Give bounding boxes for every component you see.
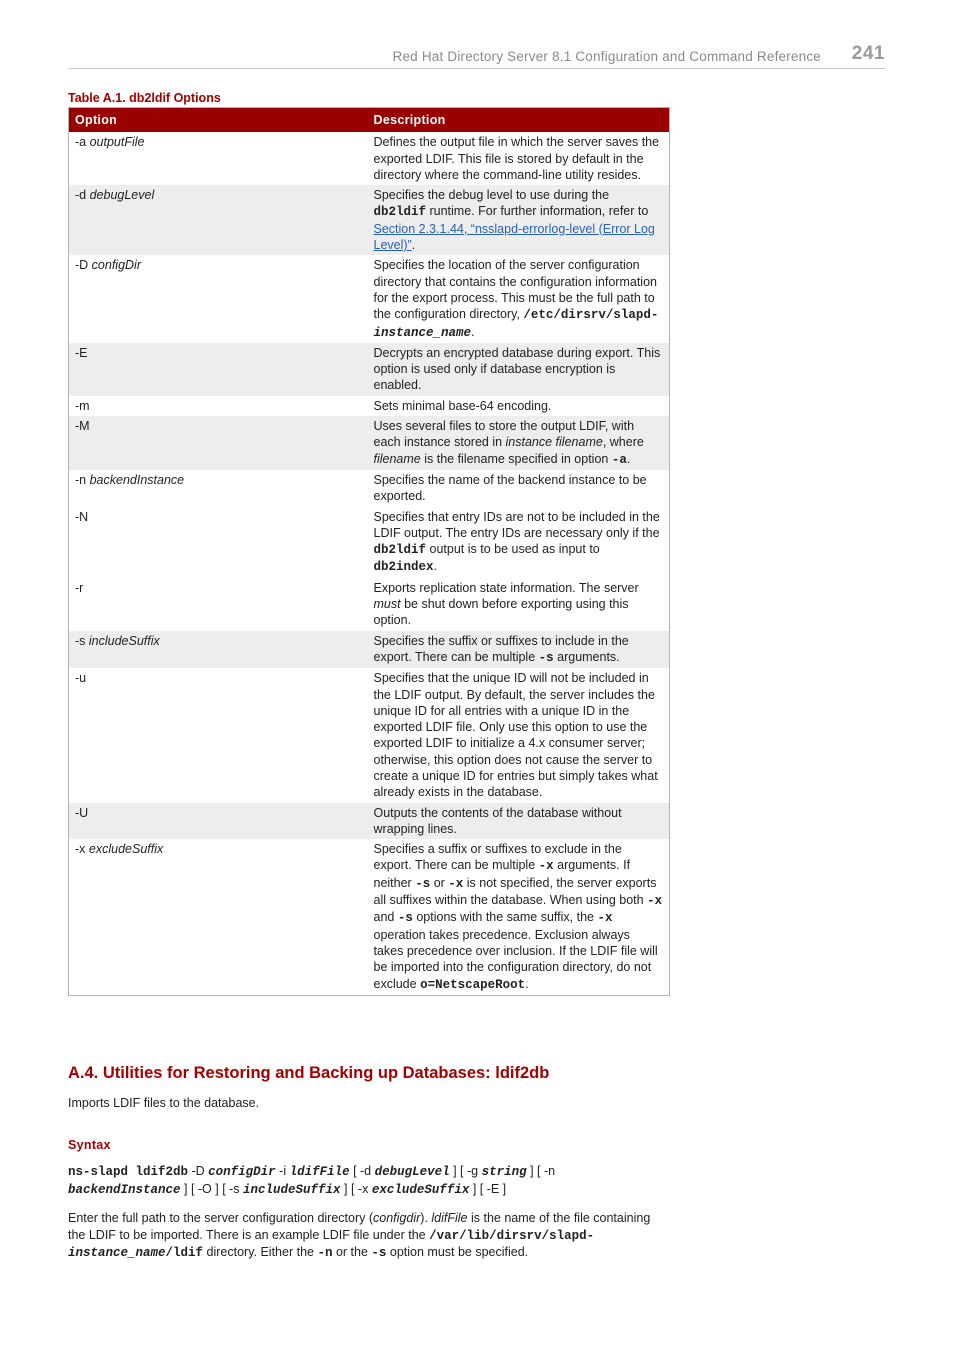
description-cell: Specifies the debug level to use during the db2ldif runtime. For further information, refer to Section 2.3.1.44, “nsslapd-errorlog-level (Error Log Level)”. — [368, 185, 670, 255]
table-row — [69, 132, 670, 185]
description-cell: Decrypts an encrypted database during export. This option is used only if database encryption is enabled. — [368, 343, 670, 396]
description-cell: Specifies a suffix or suffixes to exclude in the export. There can be multiple -x arguments. If neither -s or -x is not specified, the server exports all suffixes within the database. When using both -x and -s options with the same suffix, the -x operation takes precedence. Exclusion always takes precedence over inclusion. If the LDIF file will be imported into the configuration directory, do not exclude o=NetscapeRoot. — [368, 839, 670, 995]
running-title: Red Hat Directory Server 8.1 Configuration and Command Reference — [392, 49, 821, 64]
description-cell: Outputs the contents of the database without wrapping lines. — [368, 803, 670, 840]
table-row — [69, 631, 670, 669]
table-row — [69, 803, 670, 840]
table-row — [69, 396, 670, 416]
description-cell: Specifies that entry IDs are not to be included in the LDIF output. The entry IDs are necessary only if the db2ldif output is to be used as input to db2index. — [368, 507, 670, 578]
description-cell: Uses several files to store the output LDIF, with each instance stored in instance filename, where filename is the filename specified in option -a. — [368, 416, 670, 470]
db2ldif-options-table — [68, 107, 670, 996]
table-caption: Table A.1. db2ldif Options — [68, 91, 221, 105]
option-cell: -M — [69, 416, 368, 470]
table-row — [69, 470, 670, 507]
option-cell: -N — [69, 507, 368, 578]
description-cell: Defines the output file in which the server saves the exported LDIF. This file is stored by default in the directory where the command-line utility resides. — [368, 132, 670, 185]
option-cell: -n backendInstance — [69, 470, 368, 507]
description-cell: Exports replication state information. The server must be shut down before exporting using this option. — [368, 578, 670, 631]
description-cell: Specifies that the unique ID will not be included in the LDIF output. By default, the server includes the unique ID for all entries with a unique ID in the exported LDIF file. Only use this option to use the exported LDIF to initialize a 4.x consumer server; otherwise, this option does not cause the server to create a unique ID for entries but simply takes what already exists in the database. — [368, 668, 670, 802]
column-header-option: Option — [69, 108, 368, 133]
option-cell: -m — [69, 396, 368, 416]
table-row — [69, 343, 670, 396]
section-title: A.4. Utilities for Restoring and Backing up Databases: ldif2db — [68, 1064, 550, 1082]
option-cell: -u — [69, 668, 368, 802]
table-header-row — [69, 108, 670, 133]
table-row — [69, 668, 670, 802]
page-number: 241 — [851, 43, 885, 64]
column-header-description: Description — [368, 108, 670, 133]
table-row — [69, 185, 670, 255]
table-row — [69, 507, 670, 578]
table-row — [69, 416, 670, 470]
option-cell: -a outputFile — [69, 132, 368, 185]
errorlog-level-section-link[interactable]: Section 2.3.1.44, “nsslapd-errorlog-level (Error Log Level)” — [373, 221, 655, 253]
page-header — [68, 42, 885, 69]
option-cell: -x excludeSuffix — [69, 839, 368, 995]
option-cell: -d debugLevel — [69, 185, 368, 255]
table-row — [69, 255, 670, 342]
option-cell: -U — [69, 803, 368, 840]
description-cell: Sets minimal base-64 encoding. — [368, 396, 670, 416]
option-cell: -s includeSuffix — [69, 631, 368, 669]
table-row — [69, 839, 670, 995]
description-cell: Specifies the location of the server configuration directory that contains the configuration information for the export process. This must be the full path to the configuration directory, /etc/dirsrv/slapd-instance_name. — [368, 255, 670, 342]
option-cell: -D configDir — [69, 255, 368, 342]
description-cell: Specifies the name of the backend instance to be exported. — [368, 470, 670, 507]
option-cell: -r — [69, 578, 368, 631]
syntax-synopsis: ns-slapd ldif2db -D configDir -i ldifFile [ -d debugLevel ] [ -g string ] [ -n backendInstance ] [ -O ] [ -s includeSuffix ] [ -x excludeSuffix ] [ -E ] — [68, 1164, 556, 1197]
syntax-heading: Syntax — [68, 1138, 111, 1152]
option-cell: -E — [69, 343, 368, 396]
section-intro: Imports LDIF files to the database. — [68, 1096, 260, 1110]
configdir-paragraph: Enter the full path to the server configuration directory (configdir). ldifFile is the name of the file containing the LDIF to be imported. There is an example LDIF file under the /var/lib/dirsrv/slapd-instance_name/ldif directory. Either the -n or the -s option must be specified. — [68, 1211, 651, 1261]
table-row — [69, 578, 670, 631]
description-cell: Specifies the suffix or suffixes to include in the export. There can be multiple -s arguments. — [368, 631, 670, 669]
